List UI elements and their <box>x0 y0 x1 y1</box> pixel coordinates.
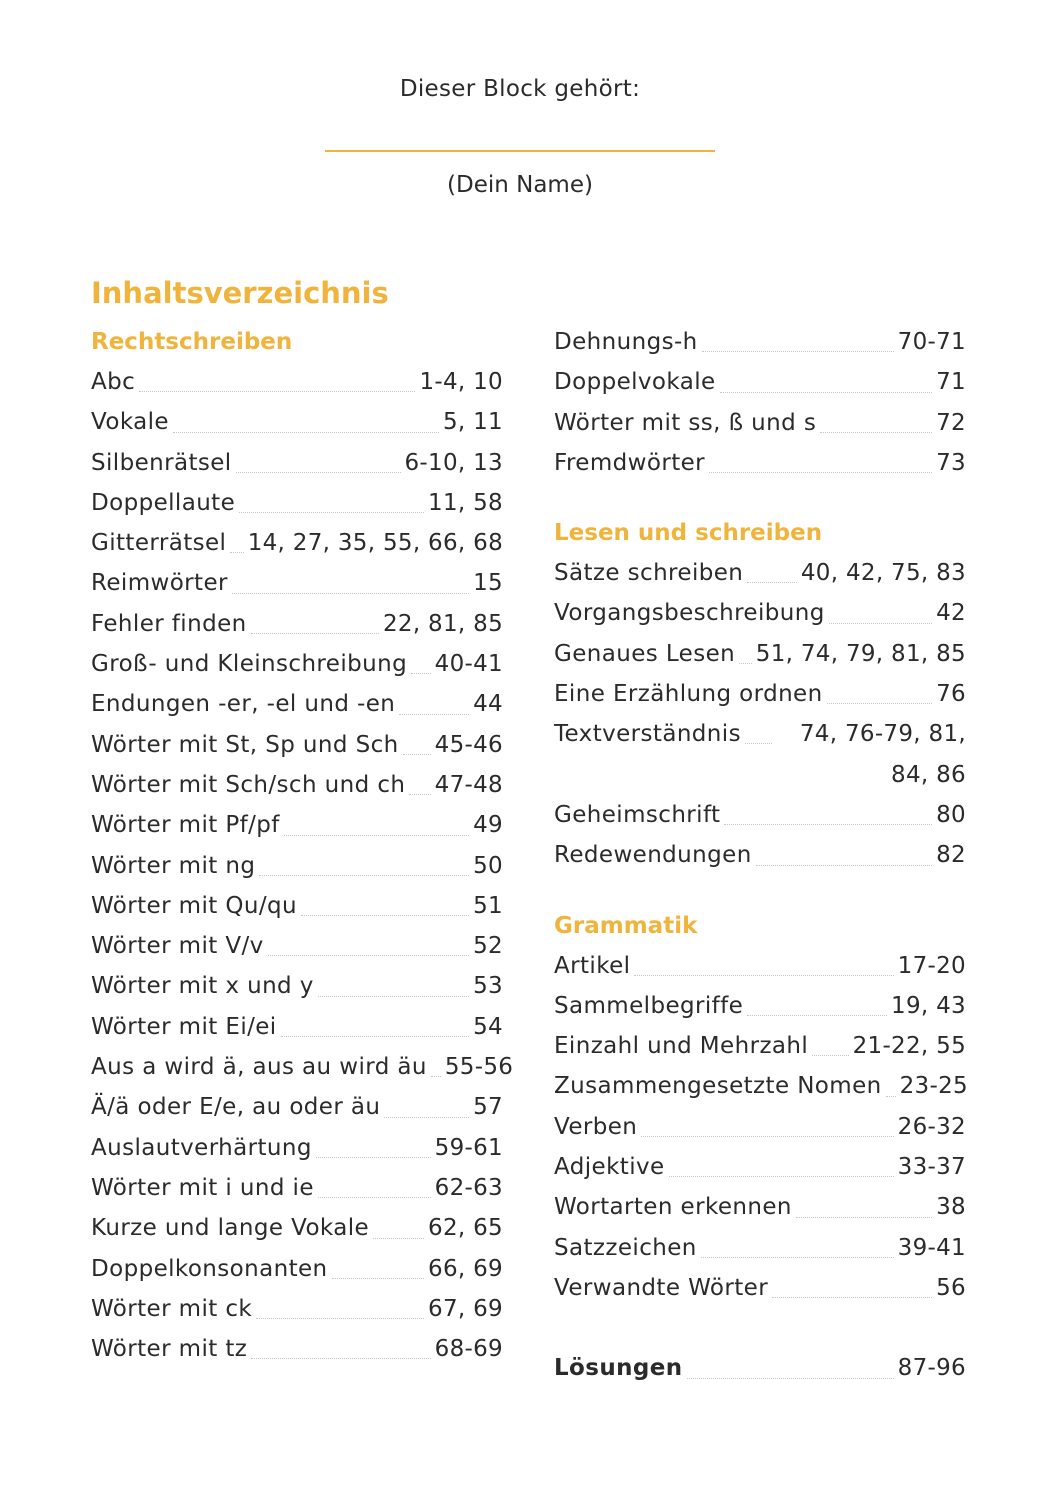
toc-title: Inhaltsverzeichnis <box>91 276 389 310</box>
toc-entry <box>554 986 966 1026</box>
dot-leader <box>268 955 469 956</box>
dot-leader <box>411 673 431 674</box>
lesen-list <box>554 553 966 875</box>
toc-entry-pages: 68-69 <box>434 1336 503 1363</box>
toc-entry-label: Wörter mit V/v <box>91 933 264 960</box>
toc-entry-label: Wörter mit tz <box>91 1336 248 1363</box>
toc-entry-pages: 55-56 <box>444 1054 514 1081</box>
toc-entry <box>91 402 503 442</box>
toc-entry <box>554 322 966 362</box>
toc-entry-pages: 1-4, 10 <box>419 369 503 395</box>
owner-label: Dieser Block gehört: <box>399 76 641 102</box>
toc-entry <box>554 1147 966 1187</box>
toc-entry-pages: 76 <box>936 681 966 708</box>
toc-entry-label: Vokale <box>91 409 169 436</box>
dot-leader <box>431 1076 441 1077</box>
toc-entry-pages: 49 <box>473 812 503 839</box>
toc-entry-pages: 66, 69 <box>428 1255 503 1282</box>
toc-entry-pages: 44 <box>473 691 503 718</box>
toc-entry-pages: 56 <box>936 1274 966 1301</box>
toc-entry <box>554 443 966 483</box>
toc-entry-pages: 33-37 <box>897 1154 966 1181</box>
toc-entry-label: Satzzeichen <box>554 1234 697 1261</box>
rechtschreiben-list <box>91 362 514 1369</box>
toc-entry <box>91 443 503 483</box>
toc-entry-pages: 59-61 <box>434 1134 503 1161</box>
dot-leader <box>232 593 469 594</box>
toc-entry-label: Adjektive <box>554 1154 665 1181</box>
toc-entry-label: Sätze schreiben <box>554 560 744 587</box>
toc-entry <box>554 795 966 835</box>
toc-entry-label: Dehnungs-h <box>554 329 698 355</box>
toc-entry <box>554 634 966 674</box>
toc-entry <box>91 1168 503 1208</box>
dot-leader <box>702 351 894 352</box>
toc-entry-pages: 42 <box>936 600 966 627</box>
toc-entry <box>554 714 966 795</box>
toc-entry <box>554 1066 966 1106</box>
toc-entry-pages: 70-71 <box>897 329 966 355</box>
toc-entry-pages: 17-20 <box>897 952 966 979</box>
toc-entry-pages: 15 <box>473 570 503 597</box>
toc-entry <box>91 886 503 926</box>
toc-entry <box>91 725 503 765</box>
grammatik-list <box>554 946 966 1309</box>
toc-entry <box>91 846 503 886</box>
dot-leader <box>259 875 469 876</box>
toc-entry-label: Artikel <box>554 952 631 979</box>
toc-entry-pages: 26-32 <box>897 1113 966 1140</box>
toc-entry-pages: 51 <box>473 892 503 919</box>
toc-entry-pages: 54 <box>473 1013 503 1040</box>
toc-entry-label: Geheimschrift <box>554 801 721 828</box>
toc-entry <box>91 362 503 402</box>
toc-entry-loesungen <box>554 1348 966 1388</box>
dot-leader <box>139 391 415 392</box>
toc-entry <box>91 523 503 563</box>
dot-leader <box>301 915 469 916</box>
dot-leader <box>886 1096 896 1097</box>
dot-leader <box>701 1257 894 1258</box>
toc-entry-pages: 40, 42, 75, 83 <box>800 560 966 587</box>
toc-entry-label: Wörter mit Qu/qu <box>91 892 297 919</box>
dot-leader <box>796 1217 932 1218</box>
toc-entry-label: Ä/ä oder E/e, au oder äu <box>91 1094 381 1121</box>
toc-entry <box>554 835 966 875</box>
toc-left-column <box>91 322 514 1369</box>
dot-leader <box>756 865 932 866</box>
toc-entry-label: Wörter mit ck <box>91 1295 253 1322</box>
toc-entry <box>554 946 966 986</box>
toc-entry-label: Verwandte Wörter <box>554 1274 769 1301</box>
toc-entry <box>91 1289 503 1329</box>
section-heading-grammatik: Grammatik <box>554 912 698 939</box>
toc-entry-pages: 74, 76-79, 81, 84, 86 <box>799 721 966 788</box>
toc-entry <box>91 1208 503 1248</box>
dot-leader <box>318 1197 431 1198</box>
toc-entry-pages: 19, 43 <box>891 992 966 1019</box>
toc-entry <box>554 674 966 714</box>
toc-entry-label: Wörter mit ss, ß und s <box>554 409 817 436</box>
dot-leader <box>332 1278 425 1279</box>
dot-leader <box>173 432 439 433</box>
toc-entry-label: Wörter mit St, Sp und Sch <box>91 731 399 758</box>
toc-entry <box>554 1107 966 1147</box>
toc-entry-pages: 38 <box>936 1194 966 1221</box>
toc-entry-pages: 57 <box>473 1094 503 1121</box>
dot-leader <box>747 1015 887 1016</box>
toc-entry-pages: 50 <box>473 852 503 879</box>
dot-leader <box>820 432 932 433</box>
toc-entry-pages: 45-46 <box>434 731 503 758</box>
dot-leader <box>720 392 933 393</box>
toc-entry-label: Doppelkonsonanten <box>91 1255 328 1282</box>
toc-entry-pages: 72 <box>936 409 966 436</box>
toc-entry-pages: 11, 58 <box>428 489 503 516</box>
toc-entry <box>91 1128 503 1168</box>
dot-leader <box>399 714 469 715</box>
dot-leader <box>384 1117 469 1118</box>
rechtschreiben-list-continued <box>554 322 966 483</box>
toc-entry-pages: 23-25 <box>899 1073 968 1100</box>
dot-leader <box>236 472 401 473</box>
toc-entry-pages: 71 <box>936 369 966 396</box>
toc-entry <box>554 362 966 402</box>
section-heading-lesen: Lesen und schreiben <box>554 520 823 547</box>
toc-entry <box>91 563 503 603</box>
toc-entry <box>554 1026 966 1066</box>
toc-entry-label: Gitterrätsel <box>91 530 227 557</box>
dot-leader <box>230 552 243 553</box>
toc-entry <box>91 805 503 845</box>
toc-entry-pages: 21-22, 55 <box>852 1033 966 1060</box>
dot-leader <box>709 472 932 473</box>
toc-entry-label: Wörter mit Pf/pf <box>91 812 280 839</box>
toc-entry-label: Wörter mit ng <box>91 852 256 879</box>
dot-leader <box>772 1297 932 1298</box>
toc-entry <box>554 403 966 443</box>
toc-entry-pages: 6-10, 13 <box>404 449 503 476</box>
toc-entry-pages: 22, 81, 85 <box>382 610 503 637</box>
toc-entry <box>91 1087 503 1127</box>
toc-entry <box>91 684 503 724</box>
toc-entry-label: Doppelvokale <box>554 369 716 396</box>
toc-entry <box>554 1228 966 1268</box>
toc-entry-pages: 52 <box>473 933 503 960</box>
dot-leader <box>318 996 469 997</box>
toc-entry <box>91 1249 503 1289</box>
toc-entry <box>91 1007 503 1047</box>
dot-leader <box>239 512 424 513</box>
toc-entry-label: Endungen -er, -el und -en <box>91 691 396 718</box>
toc-entry-label: Wortarten erkennen <box>554 1194 792 1221</box>
toc-entry <box>91 966 503 1006</box>
dot-leader <box>739 663 752 664</box>
toc-entry <box>91 926 503 966</box>
toc-entry-label: Doppellaute <box>91 489 236 516</box>
toc-entry-pages: 47-48 <box>434 771 503 798</box>
toc-entry-pages: 62-63 <box>434 1174 503 1201</box>
dot-leader <box>281 1036 470 1037</box>
toc-right-column <box>554 322 966 1389</box>
toc-entry-label: Redewendungen <box>554 842 752 869</box>
toc-entry-label: Wörter mit x und y <box>91 973 314 1000</box>
dot-leader <box>284 835 469 836</box>
dot-leader <box>641 1136 893 1137</box>
toc-entry-label: Zusammengesetzte Nomen <box>554 1073 882 1100</box>
dot-leader <box>747 582 797 583</box>
toc-entry-label: Eine Erzählung ordnen <box>554 681 823 708</box>
dot-leader <box>251 1358 430 1359</box>
toc-entry-pages: 53 <box>473 973 503 1000</box>
toc-entry-label: Sammelbegriffe <box>554 992 744 1019</box>
name-hint: (Dein Name) <box>447 172 593 198</box>
toc-entry-label: Wörter mit Sch/sch und ch <box>91 771 406 798</box>
dot-leader <box>724 824 932 825</box>
toc-entry-pages: 87-96 <box>897 1355 966 1382</box>
dot-leader <box>634 975 893 976</box>
toc-entry-label: Auslautverhärtung <box>91 1134 312 1161</box>
dot-leader <box>812 1055 848 1056</box>
toc-entry-pages: 80 <box>936 801 966 828</box>
toc-entry-label: Fehler finden <box>91 610 247 637</box>
dot-leader <box>403 754 431 755</box>
toc-entry-pages: 51, 74, 79, 81, 85 <box>755 640 966 667</box>
dot-leader <box>256 1318 424 1319</box>
dot-leader <box>251 633 379 634</box>
toc-entry-pages: 40-41 <box>434 651 503 678</box>
dot-leader <box>409 794 430 795</box>
toc-entry-pages: 82 <box>936 842 966 869</box>
toc-entry <box>91 483 503 523</box>
toc-entry <box>91 1047 514 1087</box>
name-line <box>325 150 715 152</box>
toc-entry-pages: 67, 69 <box>428 1295 503 1322</box>
dot-leader <box>669 1176 894 1177</box>
toc-entry <box>554 1268 966 1308</box>
toc-entry-label: Einzahl und Mehrzahl <box>554 1033 809 1060</box>
toc-entry-pages: 39-41 <box>897 1234 966 1261</box>
section-heading-rechtschreiben: Rechtschreiben <box>91 329 293 355</box>
toc-entry <box>554 553 966 593</box>
dot-leader <box>829 623 932 624</box>
dot-leader <box>316 1157 431 1158</box>
toc-entry-pages: 5, 11 <box>442 409 503 436</box>
toc-entry-pages: 62, 65 <box>428 1215 503 1242</box>
toc-entry <box>91 644 503 684</box>
dot-leader <box>687 1378 894 1379</box>
toc-entry <box>554 1187 966 1227</box>
toc-entry-label: Silbenrätsel <box>91 449 232 476</box>
toc-entry-label: Fremdwörter <box>554 449 706 476</box>
toc-entry <box>91 765 503 805</box>
dot-leader <box>745 743 772 744</box>
toc-entry <box>554 593 966 633</box>
dot-leader <box>827 703 933 704</box>
toc-entry-label: Lösungen <box>554 1355 683 1382</box>
toc-entry-label: Textverständnis <box>554 721 741 748</box>
toc-entry-label: Verben <box>554 1113 638 1140</box>
toc-entry-label: Wörter mit i und ie <box>91 1174 314 1201</box>
toc-entry-label: Kurze und lange Vokale <box>91 1215 370 1242</box>
toc-entry <box>91 604 503 644</box>
dot-leader <box>373 1238 424 1239</box>
toc-entry-label: Aus a wird ä, aus au wird äu <box>91 1054 427 1081</box>
toc-entry-label: Vorgangsbeschreibung <box>554 600 825 627</box>
toc-entry-pages: 14, 27, 35, 55, 66, 68 <box>247 530 503 557</box>
toc-entry-pages: 73 <box>936 449 966 476</box>
toc-entry-label: Groß- und Kleinschreibung <box>91 651 408 678</box>
toc-entry-label: Reimwörter <box>91 570 228 597</box>
toc-entry-label: Abc <box>91 369 136 395</box>
toc-entry <box>91 1329 503 1369</box>
toc-entry-label: Wörter mit Ei/ei <box>91 1013 277 1040</box>
toc-entry-label: Genaues Lesen <box>554 640 736 667</box>
